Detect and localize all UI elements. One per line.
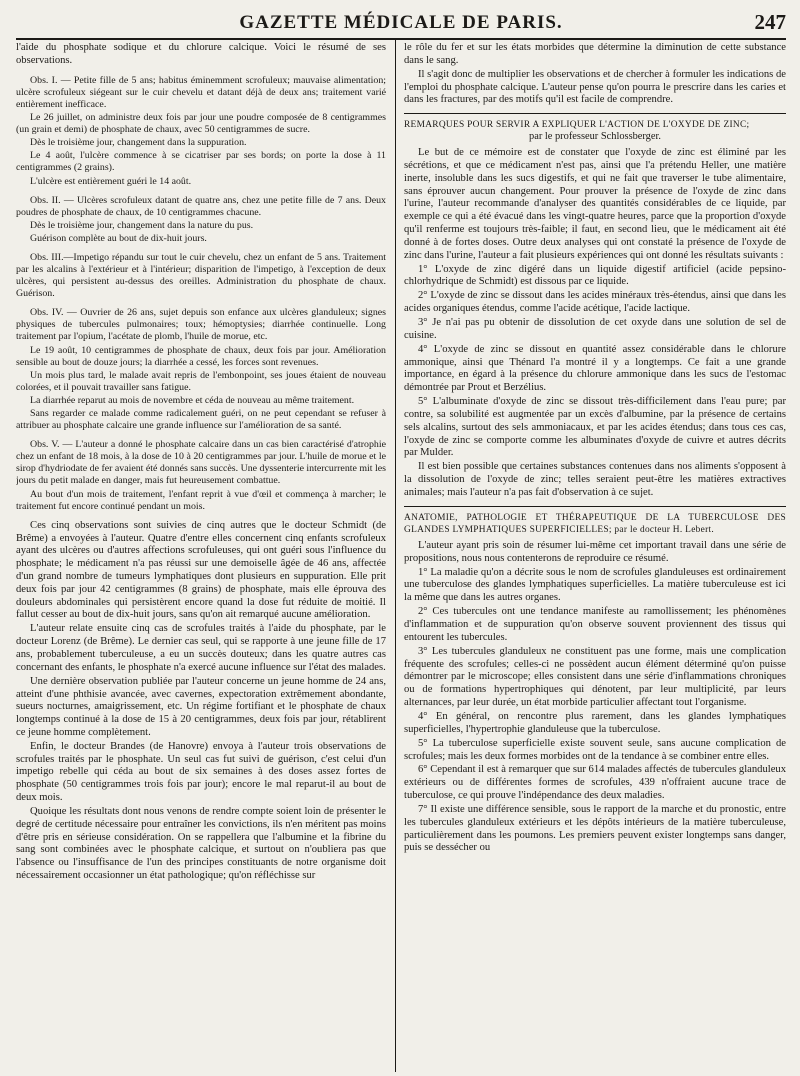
paragraph: Le 4 août, l'ulcère commence à se cicatriser par ses bords; on porte la dose à 11 centigrammes (2 grains). xyxy=(16,150,386,174)
paragraph: 5° L'albuminate d'oxyde de zinc se dissout très-difficilement dans l'eau pure; par contre, sa solubilité est augmentée par un excès d'albumine, par la présence de certains sels alcalins, surtout des sels ammoniacaux, et par les acides étendus; dans tous ces cas, l'oxyde de zinc se comporte comme les albuminates d'oxyde de cuivre et autres décrits par Mulder. xyxy=(404,396,786,459)
paragraph: Sans regarder ce malade comme radicalement guéri, on ne peut cependant se refuser à attribuer au phosphate calcaire une grande influence sur l'amélioration de sa santé. xyxy=(16,408,386,432)
paragraph: L'ulcère est entièrement guéri le 14 août. xyxy=(30,175,192,187)
paragraph: 5° La tuberculose superficielle existe souvent seule, sans aucune complication de scrofules; mais les deux formes morbides ont de la tendance à se combiner entre elles. xyxy=(404,737,786,762)
left-column xyxy=(16,42,386,1072)
observation-paragraph: Obs. III.—Impetigo répandu sur tout le cuir chevelu, chez un enfant de 5 ans. Traitement par les alcalins à l'extérieur et à l'intérieur; disparition de l'impetigo, à l'exception de deux ulcères, qui persistent au-dessus des oreilles. Administration du phosphate de chaux. Guérison. xyxy=(16,252,386,300)
paragraph: L'auteur ayant pris soin de résumer lui-même cet important travail dans une série de propositions, nous nous contenterons de reproduire ce résumé. xyxy=(404,539,786,564)
section-title: REMARQUES POUR SERVIR A EXPLIQUER L'ACTION DE L'OXYDE DE ZINC; xyxy=(404,120,750,131)
right-column xyxy=(404,42,786,1072)
observation-paragraph: Obs. IV. — Ouvrier de 26 ans, sujet depuis son enfance aux ulcères glanduleux; signes physiques de tubercules pulmonaires; toux; hémoptysies; diarrhée continuelle. Long traitement par l'opium, l'acétate de plomb, l'huile de morue, etc. xyxy=(16,307,386,343)
paragraph: Au bout d'un mois de traitement, l'enfant reprit à vue d'œil et commença à marcher; le traitement fut encore continué pendant un mois. xyxy=(16,488,386,512)
paragraph: 6° Cependant il est à remarquer que sur 614 malades affectés de tubercules glanduleux extérieurs ou de différentes formes de scrofules, 439 n'offraient aucune trace de tuberculose, ce qui prouve l'indépendance des deux maladies. xyxy=(404,764,786,802)
section-heading-zinc xyxy=(404,113,786,143)
paragraph: Ces cinq observations sont suivies de cinq autres que le docteur Schmidt (de Brême) a envoyées à l'auteur. Quatre d'entre elles concernent cinq enfants scrofuleux ayant des ulcères ou d'autres affections scrofuleuses, qui ont guéri sous l'influence du phosphate; le médicament n'a pas réussi sur une demoiselle âgée de 46 ans, affectée d'un grand nombre de tumeurs lymphatiques dont plusieurs en suppuration. Elle prit deux fois par jour 42 centigrammes (8 grains) de phosphate, mais elle éprouva des douleurs abdominales qui persistèrent encore quand la dose fut réduite de moitié. Il fallut cesser au bout de dix-huit jours, sans qu'on ait remarqué aucune amélioration. xyxy=(16,519,386,621)
paragraph: Le 19 août, 10 centigrammes de phosphate de chaux, deux fois par jour. Amélioration sensible au bout de douze jours; la diarrhée a cessé, les forces sont revenues. xyxy=(16,344,386,368)
observation-paragraph: Obs. II. — Ulcères scrofuleux datant de quatre ans, chez une petite fille de 7 ans. Deux poudres de phosphate de chaux, de 10 centigrammes chacune. xyxy=(16,194,386,218)
page-header xyxy=(16,8,786,40)
journal-title: GAZETTE MÉDICALE DE PARIS. xyxy=(239,12,563,33)
section-heading-tuberculose xyxy=(404,506,786,536)
paragraph: 4° En général, on rencontre plus rarement, dans les glandes lymphatiques superficielles, l'hypertrophie glanduleuse que la tuberculose. xyxy=(404,710,786,735)
paragraph: 3° Les tubercules glanduleux ne constituent pas une forme, mais une complication fréquente des scrofules; celles-ci ne possèdent aucun élément déterminé qu'on puisse démontrer par le microscope; elles consistent dans une série d'inflammations chroniques ou de formations hypertrophiques qui dénotent, par leur multiplicité, par leurs alternances, par leur durée, un état morbide particulier affectant tout l'organisme. xyxy=(404,645,786,708)
column-divider xyxy=(395,40,396,1072)
paragraph: 1° La maladie qu'on a décrite sous le nom de scrofules glanduleuses est ordinairement une tuberculose des glandes lymphatiques superficielles. La matière tuberculeuse est ici la même que dans les autres organes. xyxy=(404,566,786,604)
paragraph: 2° L'oxyde de zinc se dissout dans les acides minéraux très-étendus, ainsi que dans les acides organiques étendus, comme l'acide acétique, l'acide lactique. xyxy=(404,290,786,315)
paragraph: Il s'agit donc de multiplier les observations et de chercher à formuler les indications de l'emploi du phosphate calcique. L'auteur pense qu'on pourra le prescrire dans les caries et dans les fractures, par des motifs qu'il est facile de comprendre. xyxy=(404,68,786,106)
paragraph: Une dernière observation publiée par l'auteur concerne un jeune homme de 24 ans, atteint d'une phthisie avancée, avec cavernes, expectoration extrêmement abondante, sueurs nocturnes, amaigrissement, etc. Un régime fortifiant et le phosphate de chaux longtemps continué à la dose de 15 à 20 centigrammes, deux fois par jour, rétablirent ce jeune homme complètement. xyxy=(16,675,386,738)
section-title: ANATOMIE, PATHOLOGIE ET THÉRAPEUTIQUE DE LA TUBERCULOSE DES GLANDES LYMPHATIQUES SUPERFICIELLES; par le docteur H. Lebert. xyxy=(404,512,786,535)
paragraph: Dès le troisième jour, changement dans la nature du pus. xyxy=(30,219,254,231)
paragraph: 3° Je n'ai pas pu obtenir de dissolution de cet oxyde dans une solution de sel de cuisine. xyxy=(404,317,786,341)
page-number: 247 xyxy=(754,10,786,34)
paragraph: Il est bien possible que certaines substances contenues dans nos aliments s'opposent à la dissolution de l'oxyde de zinc; telles seraient peut-être les matières extractives animales; mais l'auteur n'a pas fait d'observation à ce sujet. xyxy=(404,461,786,499)
paragraph: Guérison complète au bout de dix-huit jours. xyxy=(30,233,207,245)
paragraph: Le but de ce mémoire est de constater que l'oxyde de zinc est éliminé par les sécrétions, et que ce médicament n'est pas, ainsi que l'a prétendu Heller, une matière inerte, insoluble dans les sucs digestifs, et qui ne fait que traverser le tube alimentaire, sans éprouver aucun changement. Pour prouver la présence de l'oxyde de zinc dans l'urine, l'auteur recommande d'analyser des quantités considérables de ce liquide, par exemple ce qui a été évacué dans les vingt-quatre heures, parce que la proportion d'oxyde qu'il renferme est toujours très-faible; il faut, en second lieu, que le médicament ait été donné à de fortes doses. Outre deux analyses qui ont constaté la présence de l'oxyde de zinc dans l'urine, l'auteur a fait plusieurs expériences qui ont donné les résultats suivants : xyxy=(404,147,786,261)
paragraph: Le 26 juillet, on administre deux fois par jour une poudre composée de 8 centigrammes (un grain et demi) de phosphate de chaux, avec 50 centigrammes de sucre. xyxy=(16,111,386,135)
paragraph: 7° Il existe une différence sensible, sous le rapport de la marche et du pronostic, entre les tubercules glanduleux extérieurs et les dépôts intérieurs de la matière tuberculeuse, particulièrement dans les poumons. Les premiers peuvent exister longtemps sans danger, puis se dessécher ou xyxy=(404,804,786,854)
observation-paragraph: Obs. I. — Petite fille de 5 ans; habitus éminemment scrofuleux; mauvaise alimentation; ulcère scrofuleux siégeant sur le cuir chevelu et datant déjà de deux ans; traitement varié entièrement inefficace. xyxy=(16,74,386,110)
observation-paragraph: Obs. V. — L'auteur a donné le phosphate calcaire dans un cas bien caractérisé d'atrophie chez un enfant de 18 mois, à la dose de 10 à 20 centigrammes par jour. L'huile de morue et le sirop d'hydriodate de fer avaient été donnés sans succès. Une dyssenterie intercurrente mit les jours du petit malade en danger, mais fut heureusement combattue. xyxy=(16,439,386,487)
paragraph: 1° L'oxyde de zinc digéré dans un liquide digestif artificiel (acide pepsino-chlorhydrique de Schmidt) est dissous par ce liquide. xyxy=(404,263,786,288)
paragraph: Un mois plus tard, le malade avait repris de l'embonpoint, ses joues étaient de nouveau colorées, et il pouvait travailler sans fatigue. xyxy=(16,369,386,393)
paragraph: Enfin, le docteur Brandes (de Hanovre) envoya à l'auteur trois observations de scrofules traités par le phosphate. Un seul cas fut suivi de guérison, c'est celui d'un impetigo rebelle qui céda au bout de six semaines à des doses assez fortes de phosphate (50 centigrammes trois fois par jour); encore le mal reparut-il au bout de deux mois. xyxy=(16,740,386,804)
section-author: par le professeur Schlossberger. xyxy=(529,131,661,143)
paragraph: La diarrhée reparut au mois de novembre et céda de nouveau au même traitement. xyxy=(30,395,355,407)
paragraph: le rôle du fer et sur les états morbides que détermine la diminution de cette substance dans le sang. xyxy=(404,42,786,66)
paragraph: Quoique les résultats dont nous venons de rendre compte soient loin de présenter le degré de certitude nécessaire pour entraîner les convictions, ils n'en méritent pas moins d'être pris en sérieuse considération. On se rappellera que l'albumine et la fibrine du sang sont combinées avec le phosphate calcique, et surtout on n'oubliera pas que l'absence ou l'insuffisance de l'un des principes constituants de notre organisme doit nécessairement occasionner un état pathologique; qu'on réfléchisse sur xyxy=(16,806,386,882)
paragraph: 2° Ces tubercules ont une tendance manifeste au ramollissement; les phénomènes d'inflammation et de suppuration qu'on observe souvent proviennent des tissus qui entourent les tubercules. xyxy=(404,606,786,643)
paragraph: L'auteur relate ensuite cinq cas de scrofules traités à l'aide du phosphate, par le docteur Lorenz (de Brême). Le dernier cas seul, qui se rapporte à une jeune fille de 17 ans, probablement tuberculeuse, a eu un succès douteux; dans les quatre autres cas concernant des enfants, le phosphate n'a exercé aucune influence sur l'état des malades. xyxy=(16,623,386,673)
paragraph: Dès le troisième jour, changement dans la suppuration. xyxy=(30,137,247,149)
paragraph: l'aide du phosphate sodique et du chlorure calcique. Voici le résumé de ses observations. xyxy=(16,42,386,66)
paragraph: 4° L'oxyde de zinc se dissout en quantité assez considérable dans le chlorure ammonique, ainsi que Thénard l'a montré il y a longtemps. Ce fait a une grande importance, en égard à la présence du chlorure ammonique dans les sucs de l'estomac démontrée par Prout et Berzélius. xyxy=(404,343,786,394)
